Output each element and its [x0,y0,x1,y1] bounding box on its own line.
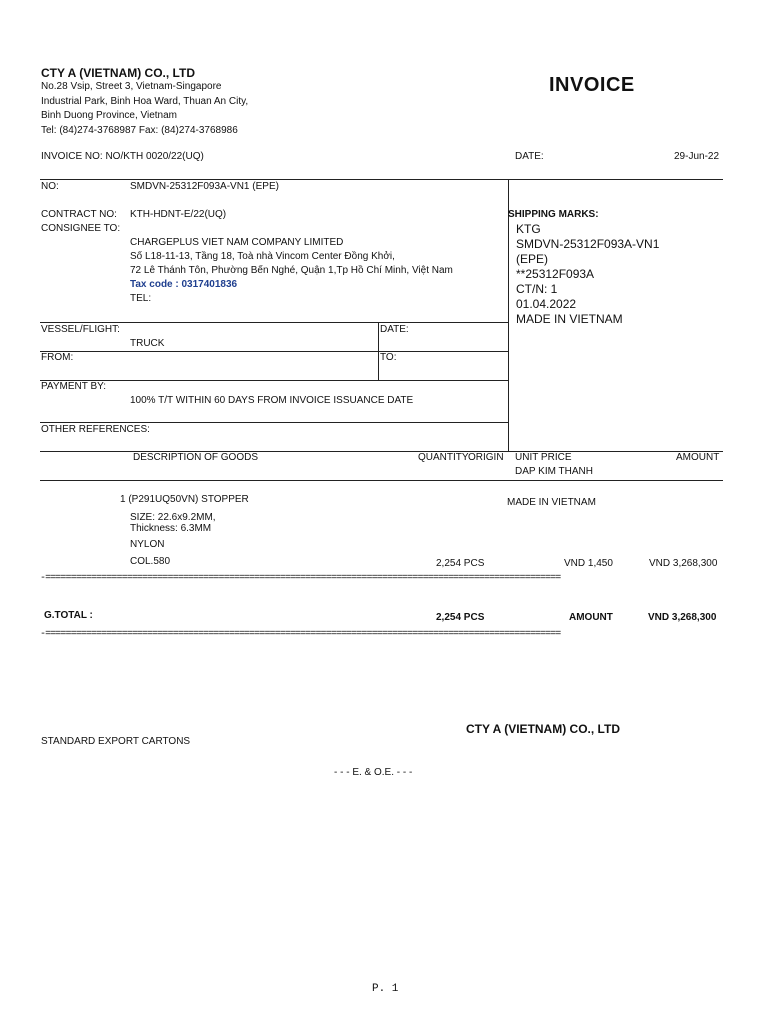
consignee-address-line: Số L18-11-13, Tầng 18, Toà nhà Vincom Center Đồng Khởi, [130,251,395,262]
to-label: TO: [380,352,397,363]
payment-value: 100% T/T WITHIN 60 DAYS FROM INVOICE ISSUANCE DATE [130,395,414,406]
shipping-mark-line: MADE IN VIETNAM [516,312,623,326]
signature-company: CTY A (VIETNAM) CO., LTD [466,722,620,736]
shipping-mark-line: KTG [516,222,541,236]
contract-value: KTH-HDNT-E/22(UQ) [130,209,227,220]
header-origin: ORIGIN [468,452,504,463]
from-label: FROM: [41,352,74,363]
item-title: 1 (P291UQ50VN) STOPPER [120,494,249,505]
seller-address-line: No.28 Vsip, Street 3, Vietnam-Singapore [41,81,222,92]
consignee-label: CONSIGNEE TO: [41,223,121,234]
total-amount-label: AMOUNT [569,612,613,623]
shipping-marks-label: SHIPPING MARKS: [508,209,599,220]
no-label: NO: [41,181,59,192]
seller-address-line: Binh Duong Province, Vietnam [41,110,178,121]
shipping-mark-line: CT/N: 1 [516,282,558,296]
shipping-mark-line: (EPE) [516,252,549,266]
consignee-address-line: 72 Lê Thánh Tôn, Phường Bến Nghé, Quận 1,Tp Hồ Chí Minh, Việt Nam [130,265,453,276]
header-quantity: QUANTITY [418,452,469,463]
other-references-label: OTHER REFERENCES: [41,424,150,435]
consignee-tel: TEL: [130,293,152,304]
divider [40,179,723,180]
packing-note: STANDARD EXPORT CARTONS [41,736,191,747]
divider [40,480,723,481]
item-origin: MADE IN VIETNAM [507,497,596,508]
divider [40,422,508,423]
item-size: SIZE: 22.6x9.2MM, [130,512,216,523]
vessel-value: TRUCK [130,338,165,349]
shipping-marks [516,222,659,327]
shipping-mark-line: SMDVN-25312F093A-VN1 [516,237,660,251]
no-value: SMDVN-25312F093A-VN1 (EPE) [130,181,279,192]
separator-line: -===================================================================================================== [40,629,561,640]
seller-address [41,80,248,138]
consignee-name: CHARGEPLUS VIET NAM COMPANY LIMITED [130,237,344,248]
divider [40,322,508,323]
ship-date-label: DATE: [380,324,409,335]
separator-line: -===================================================================================================== [40,573,561,584]
item-material: NYLON [130,539,165,550]
consignee-tax-code: Tax code : 0317401836 [130,279,238,290]
header-amount: AMOUNT [676,452,720,463]
divider [40,351,508,352]
item-color: COL.580 [130,556,171,567]
shipping-mark-line: **25312F093A [516,267,595,281]
vessel-label: VESSEL/FLIGHT: [41,324,120,335]
header-description: DESCRIPTION OF GOODS [133,452,259,463]
shipping-mark-line: 01.04.2022 [516,297,577,311]
item-thickness: Thickness: 6.3MM [130,523,212,534]
total-amount: VND 3,268,300 [648,612,717,623]
header-unit-price: UNIT PRICE [515,452,572,463]
item-unit-price: VND 1,450 [564,558,613,569]
date-value: 29-Jun-22 [674,151,720,162]
total-quantity: 2,254 PCS [436,612,485,623]
payment-label: PAYMENT BY: [41,381,107,392]
divider [40,380,508,381]
seller-name: CTY A (VIETNAM) CO., LTD [41,66,195,80]
item-quantity: 2,254 PCS [436,558,485,569]
date-label: DATE: [515,151,544,162]
origin-note: DAP KIM THANH [515,466,593,477]
seller-address-line: Industrial Park, Binh Hoa Ward, Thuan An City, [41,95,249,107]
eoe-note: - - - E. & O.E. - - - [334,767,413,778]
document-title: INVOICE [549,74,635,96]
invoice-number: INVOICE NO: NO/KTH 0020/22(UQ) [41,151,204,162]
item-amount: VND 3,268,300 [649,558,718,569]
contract-label: CONTRACT NO: [41,209,117,220]
grand-total-label: G.TOTAL : [44,610,93,621]
page-number: P. 1 [372,983,399,995]
seller-contact-line: Tel: (84)274-3768987 Fax: (84)274-3768986 [41,124,238,136]
